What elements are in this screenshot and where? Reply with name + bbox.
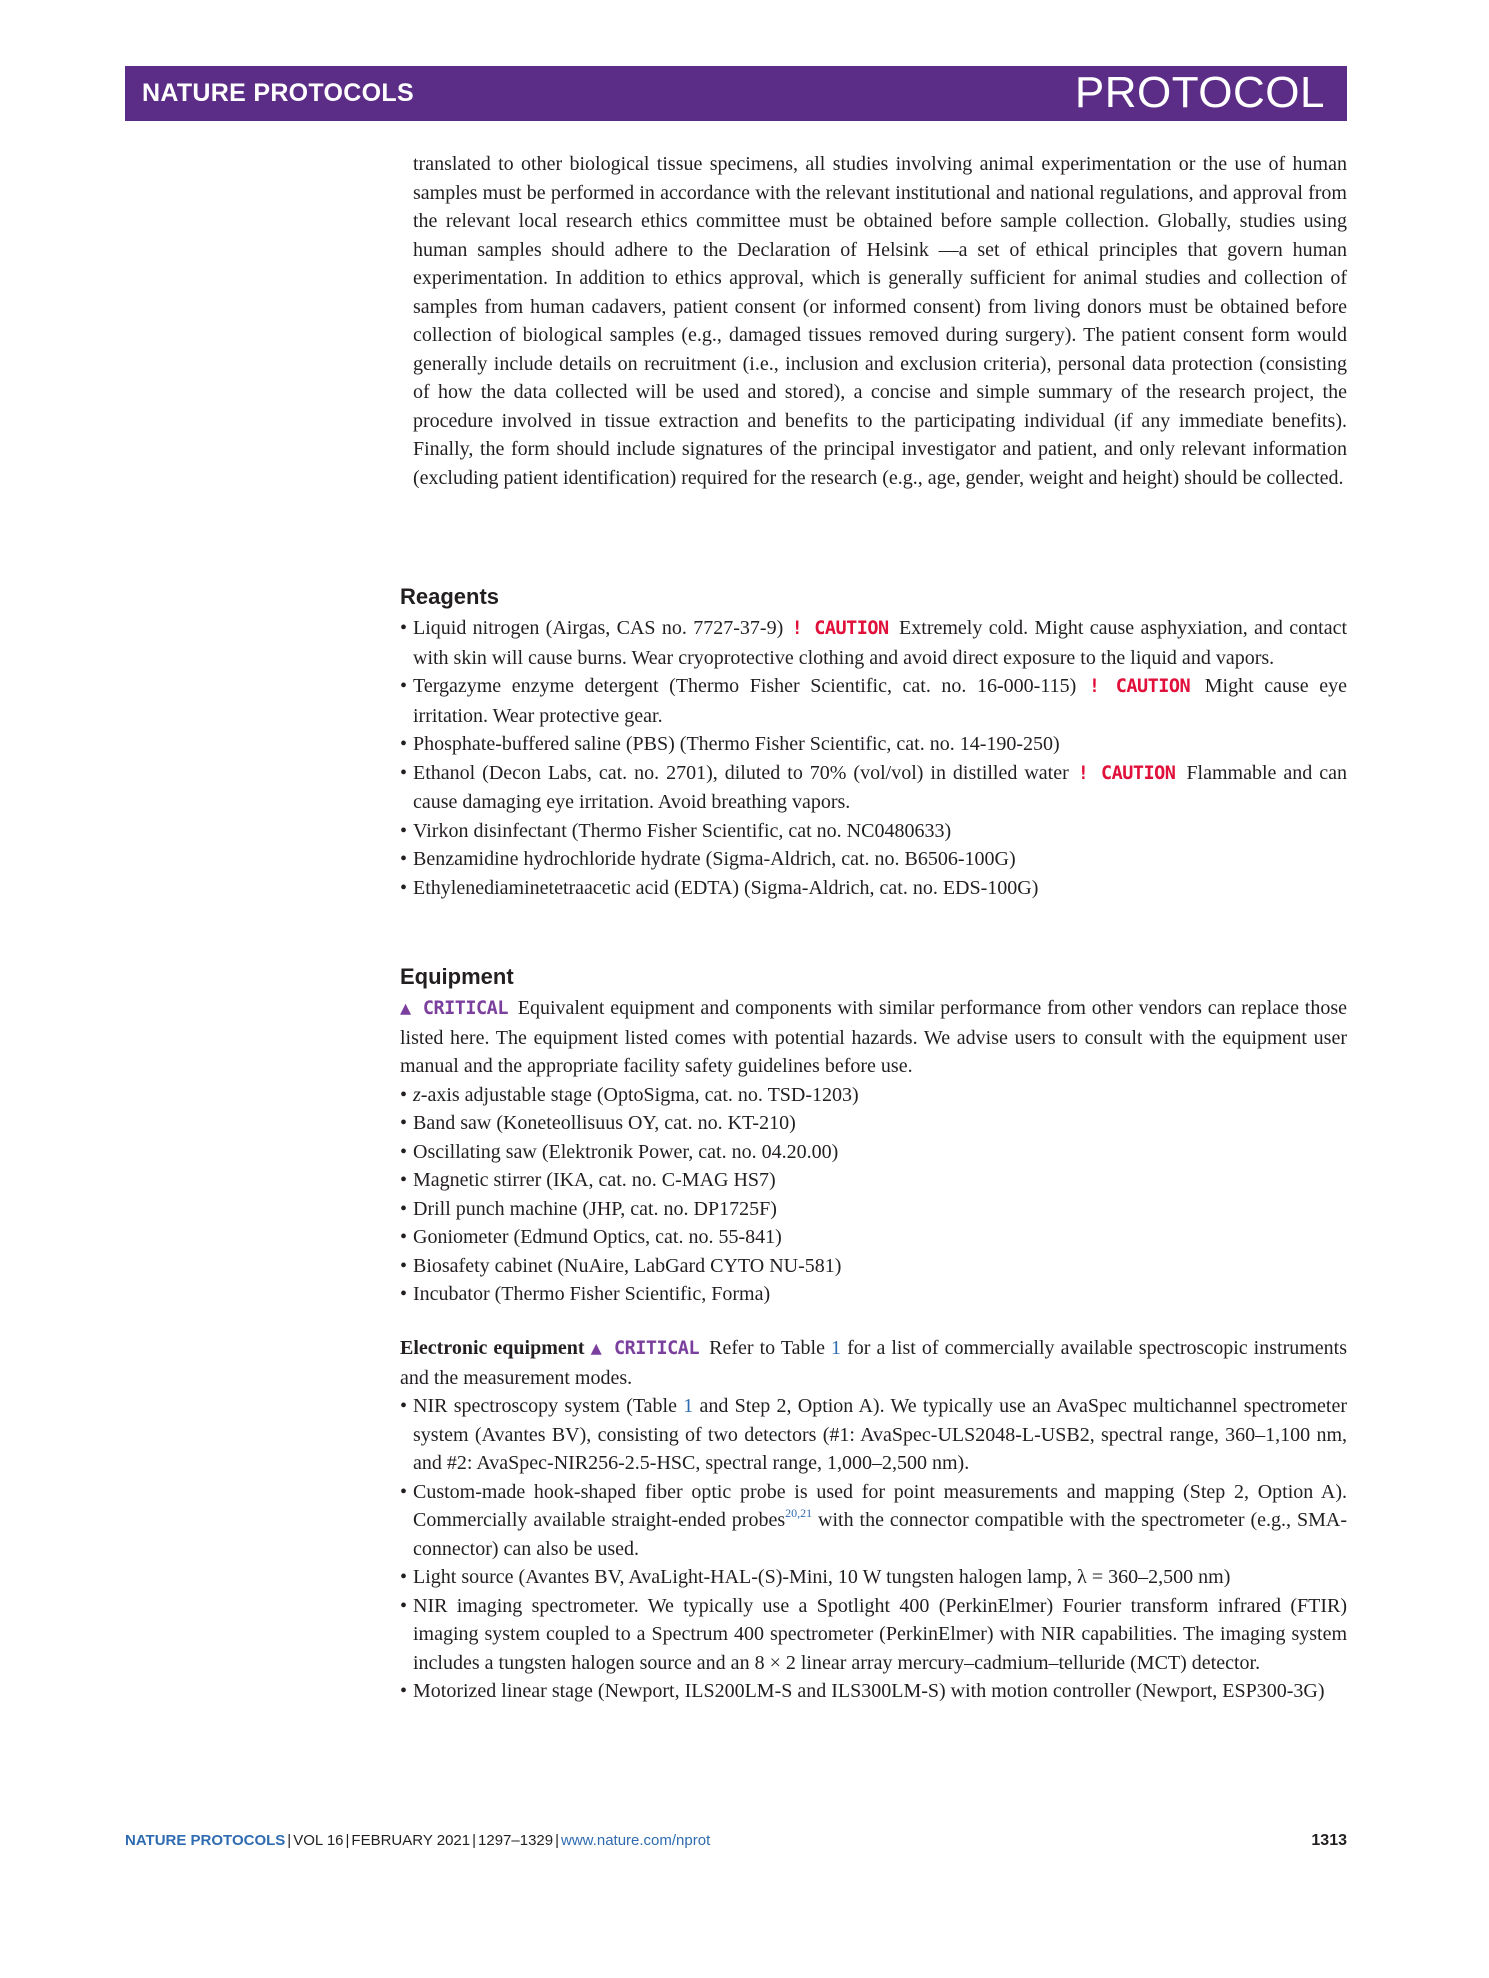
reagents-section xyxy=(400,582,1347,902)
header-banner xyxy=(125,66,1347,121)
list-item: • Liquid nitrogen (Airgas, CAS no. 7727-37-9) ! CAUTION Extremely cold. Might cause asphyxiation, and contact with skin will cause burns. Wear cryoprotective clothing and avoid direct exposure to the liquid and vapors. xyxy=(400,614,1347,672)
electronic-list xyxy=(400,1392,1347,1706)
list-item: • Motorized linear stage (Newport, ILS200LM-S and ILS300LM-S) with motion controller (Newport, ESP300-3G) xyxy=(400,1677,1347,1706)
equipment-section xyxy=(400,962,1347,1309)
list-item: • Ethylenediaminetetraacetic acid (EDTA) (Sigma-Aldrich, cat. no. EDS-100G) xyxy=(400,874,1347,903)
reagents-heading: Reagents xyxy=(400,584,500,609)
list-item: • Ethanol (Decon Labs, cat. no. 2701), diluted to 70% (vol/vol) in distilled water ! CAUTION Flammable and can cause damaging eye irritation. Avoid breathing vapors. xyxy=(400,759,1347,817)
footer-pages: 1297–1329 xyxy=(478,1832,554,1849)
list-item: • Oscillating saw (Elektronik Power, cat. no. 04.20.00) xyxy=(400,1138,1347,1167)
critical-label: ▲ CRITICAL xyxy=(590,1338,700,1359)
list-item: • Custom-made hook-shaped fiber optic probe is used for point measurements and mapping (Step 2, Option A). Commercially available straight-ended probes$^{20,21}$ with the connector compatible with the spectrometer (e.g., SMA-connector) can also be used. xyxy=(400,1478,1347,1564)
equipment-list xyxy=(400,1081,1347,1309)
footer-journal: NATURE PROTOCOLS xyxy=(125,1832,286,1849)
list-item: • Phosphate-buffered saline (PBS) (Thermo Fisher Scientific, cat. no. 14-190-250) xyxy=(400,730,1347,759)
caution-label: ! CAUTION xyxy=(791,618,889,639)
journal-name: NATURE PROTOCOLS xyxy=(142,79,414,107)
reagents-list xyxy=(400,614,1347,902)
list-item: • NIR imaging spectrometer. We typically use a Spotlight 400 (PerkinElmer) Fourier transform infrared (FTIR) imaging system coupled to a Spectrum 400 spectrometer (PerkinElmer) with NIR capabilities. The imaging system includes a tungsten halogen source and an 8 × 2 linear array mercury–cadmium–telluride (MCT) detector. xyxy=(400,1592,1347,1678)
critical-label: ▲ CRITICAL xyxy=(400,998,508,1019)
list-item: • Drill punch machine (JHP, cat. no. DP1725F) xyxy=(400,1195,1347,1224)
footer-date: FEBRUARY 2021 xyxy=(351,1832,471,1849)
table-link[interactable]: 1 xyxy=(683,1395,694,1417)
list-item: • Band saw (Koneteollisuus OY, cat. no. KT-210) xyxy=(400,1109,1347,1138)
caution-label: ! CAUTION xyxy=(1077,762,1176,784)
footer-volume: VOL 16 xyxy=(293,1832,344,1849)
list-item: • NIR spectroscopy system (Table 1 and Step 2, Option A). We typically use an AvaSpec multichannel spectrometer system (Avantes BV), consisting of two detectors (#1: AvaSpec-ULS2048-L-USB2, spectral range, 360–1,100 nm, and #2: AvaSpec-NIR256-2.5-HSC, spectral range, 1,000–2,500 nm). xyxy=(400,1392,1347,1478)
list-item: • Benzamidine hydrochloride hydrate (Sigma-Aldrich, cat. no. B6506-100G) xyxy=(400,845,1347,874)
article-type: PROTOCOL xyxy=(1074,68,1325,117)
list-item: • Magnetic stirrer (IKA, cat. no. C-MAG HS7) xyxy=(400,1166,1347,1195)
list-item: • Biosafety cabinet (NuAire, LabGard CYTO NU-581) xyxy=(400,1252,1347,1281)
electronic-heading: Electronic equipment xyxy=(400,1337,585,1359)
list-item: • Tergazyme enzyme detergent (Thermo Fisher Scientific, cat. no. 16-000-115) ! CAUTION Might cause eye irritation. Wear protective gear. xyxy=(400,672,1347,730)
caution-label: ! CAUTION xyxy=(1088,676,1191,697)
list-item: • Virkon disinfectant (Thermo Fisher Scientific, cat no. NC0480633) xyxy=(400,817,1347,846)
critical-note: ▲ CRITICAL Equivalent equipment and components with similar performance from other vendors can replace those listed here. The equipment listed comes with potential hazards. We advise users to consult with the equipment user manual and the appropriate facility safety guidelines before use. xyxy=(400,997,1347,1077)
list-item: • z-axis adjustable stage (OptoSigma, cat. no. TSD-1203) xyxy=(400,1081,1347,1110)
electronic-intro: Electronic equipment ▲ CRITICAL Refer to Table 1 for a list of commercially available spectroscopic instruments and the measurement modes. xyxy=(400,1337,1348,1389)
list-item: • Goniometer (Edmund Optics, cat. no. 55-841) xyxy=(400,1223,1347,1252)
intro-paragraph: translated to other biological tissue specimens, all studies involving animal experimentation or the use of human samples must be performed in accordance with the relevant institutional and national regulations, and approval from the relevant local research ethics committee must be obtained before sample collection. Globally, studies using human samples should adhere to the Declaration of Helsink —a set of ethical principles that govern human experimentation. In addition to ethics approval, which is generally sufficient for animal studies and collection of samples from human cadavers, patient consent (or informed consent) from living donors must be obtained before collection of biological samples (e.g., damaged tissues removed during surgery). The patient consent form would generally include details on recruitment (i.e., inclusion and exclusion criteria), personal data protection (consisting of how the data collected will be used and stored), a concise and simple summary of the research project, the procedure involved in tissue extraction and benefits to the participating individual (if any immediate benefits). Finally, the form should include signatures of the principal investigator and patient, and only relevant information (excluding patient identification) required for the research (e.g., age, gender, weight and height) should be collected. xyxy=(413,153,1347,489)
list-item: • Incubator (Thermo Fisher Scientific, Forma) xyxy=(400,1280,1347,1309)
electronic-section xyxy=(400,1334,1347,1706)
page-footer: NATURE PROTOCOLS | VOL 16 | FEBRUARY 2021 | 1297–1329 | www.nature.com/nprot 1313 xyxy=(125,1832,1347,1849)
footer-url[interactable]: www.nature.com/nprot xyxy=(561,1832,711,1849)
list-item: • Light source (Avantes BV, AvaLight-HAL-(S)-Mini, 10 W tungsten halogen lamp, λ = 360–2,500 nm) xyxy=(400,1563,1347,1592)
page-number: 1313 xyxy=(1311,1832,1347,1849)
citation-link[interactable]: 20,21 xyxy=(785,1506,813,1520)
equipment-heading: Equipment xyxy=(400,964,514,989)
table-link[interactable]: 1 xyxy=(831,1337,842,1359)
